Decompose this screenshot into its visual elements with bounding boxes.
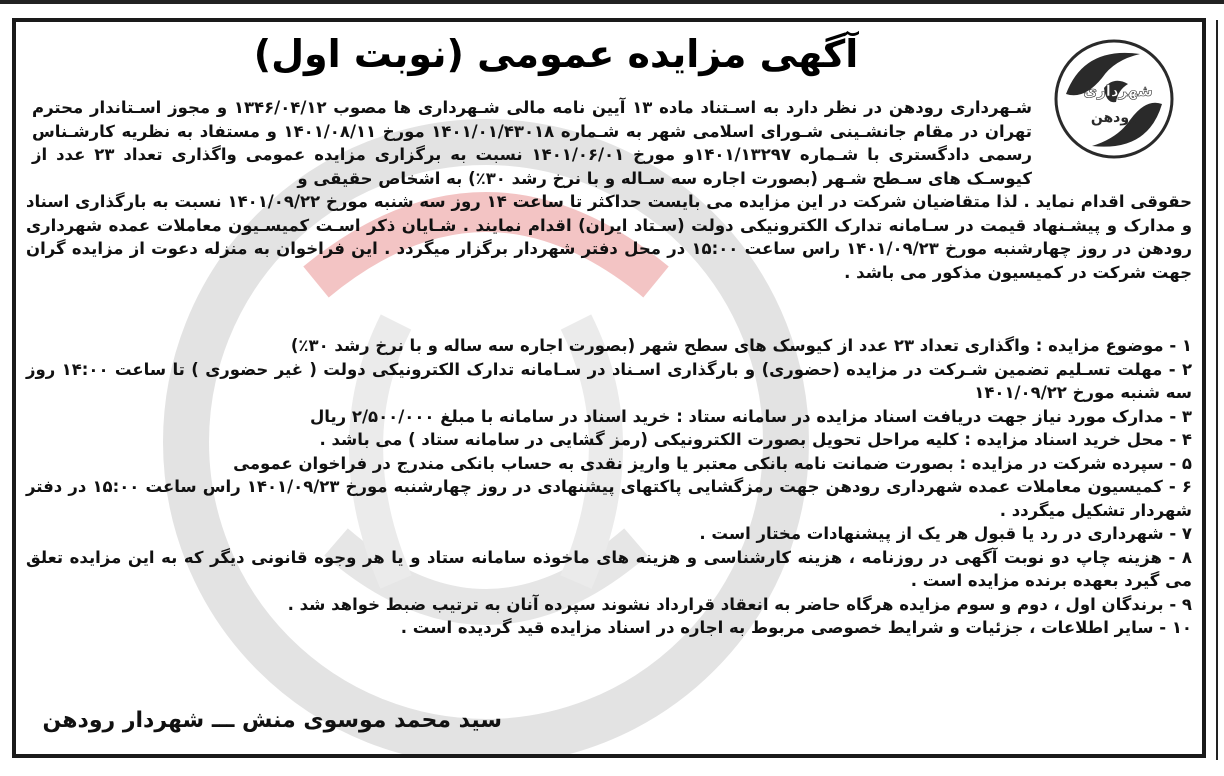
advertisement-frame xyxy=(12,18,1206,758)
notice-title: آگهی مزایده عمومی (نوبت اول) xyxy=(253,32,859,76)
clause-item: ۴ - محل خرید اسناد مزایده : کلیه مراحل تحویل بصورت الکترونیکی (رمز گشایی در سامانه ستاد ) می باشد . xyxy=(319,430,1192,449)
clause-item: ۸ - هزینه چاپ دو نوبت آگهی در روزنامه ، هزینه کارشناسی و هزینه های ماخوذه سامانه ستاد و یا هر وجوه قانونی دیگر که به این مزایده تعلق می گیرد بعهده برنده مزایده است . xyxy=(26,547,1192,590)
clause-item: ۹ - برندگان اول ، دوم و سوم مزایده هرگاه حاضر به انعقاد قرارداد نشوند سپرده آنان به ترتیب ضبط خواهد شد . xyxy=(287,594,1192,614)
clause-item: ۱ - موضوع مزایده : واگذاری تعداد ۲۳ عدد از کیوسک های سطح شهر (بصورت اجاره سه ساله و با نرخ رشد ۳۰٪) xyxy=(290,336,1192,355)
clause-item: ۷ - شهرداری در رد یا قبول هر یک از پیشنهادات مختار است . xyxy=(699,524,1192,543)
clause-item: ۱۰ - سایر اطلاعات ، جزئیات و شرایط خصوصی مربوط به اجاره در اسناد مزایده قید گردیده است . xyxy=(400,618,1192,637)
notice-intro: شـهرداری رودهن در نظر دارد به اسـتناد ماده ۱۳ آیین نامه مالی شـهرداری ها مصوب ۱۳۴۶/۰۴/۱۲ و مجوز اسـتاندار محترم تهران در مقام جانشـینی شـورای اسلامی شهر به شـماره ۱۴۰۱/۰۱/۴۳۰۱۸ مورخ ۱۴۰۱/۰۸/۱۱ و مستفاد به نظریه کارشـناس رسمی دادگستری با شـماره ۱۴۰۱/۱۳۲۹۷و مورخ ۱۴۰۱/۰۶/۰۱ نسبت به برگزاری مزایده عمومی واگذاری تعداد ۲۳ عدد از کیوسـک های سـطح شـهر (بصورت اجاره سه سـاله و با نرخ رشد ۳۰٪) به اشخاص حقیقی و xyxy=(32,98,1032,188)
clause-item: ۵ - سپرده شرکت در مزایده : بصورت ضمانت نامه بانکی معتبر یا واریز نقدی به حساب بانکی مندرج در فراخوان عمومی xyxy=(233,453,1192,473)
clause-item: ۲ - مهلت تسـلیم تضمین شـرکت در مزایده (حضوری) و بارگذاری اسـناد در سـامانه تدارک الکترونیکی دولت ( غیر حضوری ) تا ساعت ۱۴:۰۰ روز سه شنبه مورخ ۱۴۰۱/۰۹/۲۲ xyxy=(26,359,1193,402)
page-top-rule xyxy=(0,0,1224,4)
logo-text-line-2: رودهن xyxy=(1090,110,1138,126)
notice-clauses xyxy=(26,334,1192,640)
adjacent-column-edge xyxy=(1216,20,1224,760)
notice-intro-continuation: حقوقی اقدام نماید . لذا متقاضیان شرکت در این مزایده می بایست حداکثر تا ساعت ۱۴ روز سه شنبه مورخ ۱۴۰۱/۰۹/۲۲ نسبت به بارگذاری اسناد و مدارک و پیشـنهاد قیمت در سـامانه تدارک الکترونیکی دولت (سـتاد ایران) اقدام نمایند . شـایان ذکر اسـت کمیسـیون معاملات عمده شهرداری رودهن در روز چهارشنبه مورخ ۱۴۰۱/۰۹/۲۳ راس ساعت ۱۵:۰۰ در محل دفتر شهردار برگزار میگردد . این فراخوان به منزله دعوت از مزایده گران جهت شرکت در کمیسیون مذکور می باشد . xyxy=(26,192,1192,282)
clause-item: ۳ - مدارک مورد نیاز جهت دریافت اسناد مزایده در سامانه ستاد : خرید اسناد در سامانه با مبلغ ۲/۵۰۰/۰۰۰ ریال xyxy=(309,406,1192,426)
clause-item: ۶ - کمیسیون معاملات عمده شهرداری رودهن جهت رمزگشایی پاکتهای پیشنهادی در روز چهارشنبه مورخ ۱۴۰۱/۰۹/۲۳ راس ساعت ۱۵:۰۰ در دفتر شهردار تشکیل میگردد . xyxy=(26,477,1192,520)
municipality-logo xyxy=(1044,34,1184,164)
mayor-signature: سید محمد موسوی منش ـــ شهردار رودهن xyxy=(42,708,502,733)
logo-text-line-1: شهرداری xyxy=(1083,82,1153,100)
